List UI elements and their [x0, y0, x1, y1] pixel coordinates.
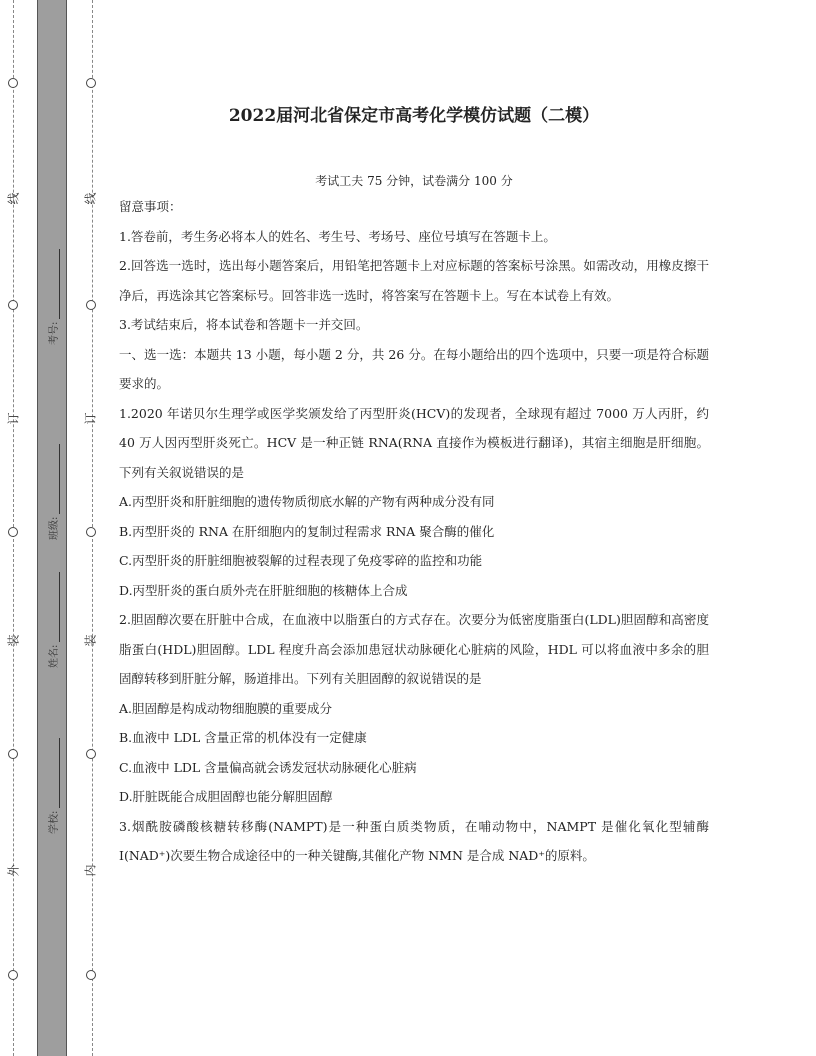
question-option: A.胆固醇是构成动物细胞膜的重要成分: [119, 700, 333, 716]
exam-content: [119, 96, 709, 871]
binding-hole: [8, 527, 18, 537]
binding-inner-char: 线: [83, 192, 98, 205]
binding-inner-char: 内: [83, 864, 98, 877]
field-blank: [49, 572, 60, 642]
binding-outer-char: 外: [6, 864, 21, 877]
field-blank: [49, 738, 60, 808]
binding-margin: [0, 0, 100, 1056]
exam-number-field: [45, 249, 60, 345]
notice-heading: 留意事项：: [119, 199, 182, 214]
binding-outer-char: 装: [6, 634, 21, 647]
question-option: C.血液中 LDL 含量偏高就会诱发冠状动脉硬化心脏病: [119, 759, 417, 775]
binding-hole: [86, 78, 96, 88]
notice-item: 3.考试结束后，将本试卷和答题卡一并交回。: [119, 317, 369, 332]
question-option: A.丙型肝炎和肝脏细胞的遗传物质彻底水解的产物有两种成分没有同: [119, 494, 495, 509]
binding-hole: [8, 749, 18, 759]
notice-item: 2.回答选一选时，选出每小题答案后，用铅笔把答题卡上对应标题的答案标号涂黑。如需改动，用橡皮擦干净后，再选涂其它答案标号。回答非选一选时，将答案写在答题卡上。写在本试卷上有效。: [119, 258, 709, 303]
exam-title: 2022届河北省保定市高考化学模仿试题（二模）: [228, 106, 600, 126]
binding-inner-char: 订: [83, 412, 98, 425]
exam-subtitle: 考试工夫 75 分钟，试卷满分 100 分: [315, 174, 513, 188]
question-option: B.丙型肝炎的 RNA 在肝细胞内的复制过程需求 RNA 聚合酶的催化: [119, 523, 495, 539]
binding-inner-char: 装: [83, 634, 98, 647]
question-stem: 1.2020 年诺贝尔生理学或医学奖颁发给了丙型肝炎(HCV)的发现者，全球现有超过 7000 万人丙肝，约 40 万人因丙型肝炎死亡。HCV 是一种正链 RNA(RNA 直接作为模板进行翻译)，其宿主细胞是肝细胞。下列有关叙说错误的是: [119, 405, 709, 480]
field-label: 姓名:: [49, 644, 60, 668]
school-field: [45, 738, 60, 834]
field-blank: [49, 444, 60, 514]
notice-item: 1.答卷前，考生务必将本人的姓名、考生号、考场号、座位号填写在答题卡上。: [119, 228, 556, 244]
class-field: [45, 444, 60, 540]
binding-hole: [86, 527, 96, 537]
field-label: 班级:: [49, 516, 60, 540]
name-field: [45, 572, 60, 668]
binding-hole: [8, 78, 18, 88]
field-label: 考号:: [49, 321, 60, 345]
binding-hole: [8, 300, 18, 310]
question-option: D.丙型肝炎的蛋白质外壳在肝脏细胞的核糖体上合成: [119, 582, 408, 598]
question-option: C.丙型肝炎的肝脏细胞被裂解的过程表现了免疫零碎的监控和功能: [119, 553, 483, 568]
binding-hole: [86, 300, 96, 310]
section-heading: 一、选一选：本题共 13 小题，每小题 2 分，共 26 分。在每小题给出的四个选项中，只要一项是符合标题要求的。: [119, 346, 709, 391]
binding-outer-char: 订: [6, 412, 21, 425]
field-label: 学校:: [49, 810, 60, 834]
binding-hole: [8, 970, 18, 980]
field-blank: [49, 249, 60, 319]
binding-hole: [86, 749, 96, 759]
question-stem: 3.烟酰胺磷酸核糖转移酶(NAMPT)是一种蛋白质类物质，在哺动物中，NAMPT 是催化氧化型辅酶 I(NAD⁺)次要生物合成途径中的一种关键酶,其催化产物 NMN 是合成 NAD⁺的原料。: [119, 818, 709, 863]
question-option: B.血液中 LDL 含量正常的机体没有一定健康: [119, 730, 367, 745]
binding-hole: [86, 970, 96, 980]
question-stem: 2.胆固醇次要在肝脏中合成，在血液中以脂蛋白的方式存在。次要分为低密度脂蛋白(LDL)胆固醇和高密度脂蛋白(HDL)胆固醇。LDL 程度升高会添加患冠状动脉硬化心脏病的风险，HDL 可以将血液中多余的胆固醇转移到肝脏分解，肠道排出。下列有关胆固醇的叙说错误的是: [119, 612, 709, 686]
question-option: D.肝脏既能合成胆固醇也能分解胆固醇: [119, 789, 333, 804]
binding-outer-char: 线: [6, 192, 21, 205]
